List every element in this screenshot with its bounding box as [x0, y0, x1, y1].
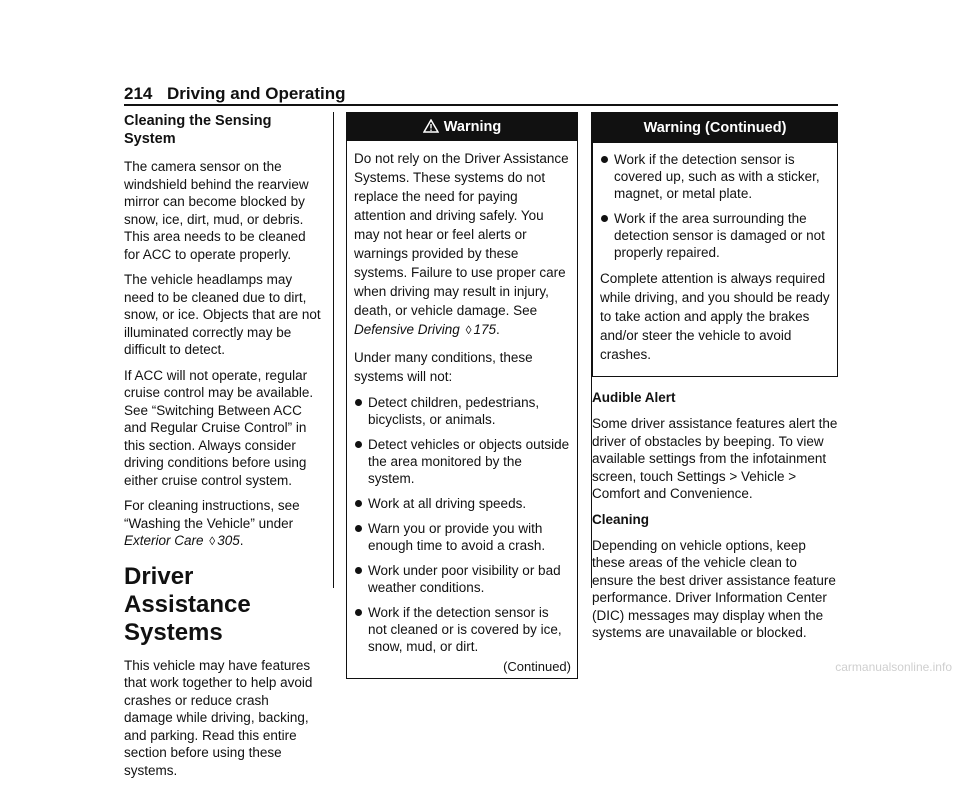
paragraph: The camera sensor on the windshield behind the rearview mirror can become blocked by snow, ice, dirt, mud, or debris. This area needs to be cleaned for ACC to operate properly. — [124, 159, 309, 262]
page-header — [124, 82, 838, 106]
column-middle — [346, 112, 578, 679]
list-item-text: Work if the detection sensor is not cleaned or is covered by ice, snow, mud, or dirt. — [368, 605, 562, 654]
list-item — [600, 151, 831, 202]
bullet-icon — [355, 500, 362, 507]
page-ref-175[interactable]: 175 — [473, 322, 497, 337]
list-item — [354, 604, 571, 655]
warning-list — [354, 394, 571, 655]
bullet-icon — [601, 156, 608, 163]
text: . — [239, 533, 244, 548]
paragraph: Depending on vehicle options, keep these areas of the vehicle clean to ensure the best driver assistance feature performance. Driver Information Center (DIC) messages may display when the systems are unavailable or blocked. — [592, 537, 836, 640]
paragraph: Complete attention is always required while driving, and you should be ready to take action and apply the brakes and/or steer the vehicle to avoid crashes. — [600, 271, 830, 362]
bullet-icon — [601, 215, 608, 222]
warning-header-continued: Warning (Continued) — [593, 113, 837, 143]
column-divider-left — [333, 112, 334, 588]
paragraph: The vehicle headlamps may need to be cleaned due to dirt, snow, or ice. Objects that are not illuminated correctly may be difficult to detect. — [124, 272, 321, 357]
paragraph: If ACC will not operate, regular cruise control may be available. See “Switching Between ACC and Regular Cruise Control” in this section. Always consider driving conditions before using either cruise control system. — [124, 367, 314, 488]
section-title: Driver Assistance Systems — [124, 562, 251, 646]
list-item-text: Work under poor visibility or bad weather conditions. — [368, 563, 561, 595]
subheading-cleaning: Cleaning — [592, 511, 650, 527]
chapter-title: Driving and Operating — [167, 84, 346, 103]
bullet-icon — [355, 441, 362, 448]
list-item-text: Work if the detection sensor is covered up, such as with a sticker, magnet, or metal plate. — [614, 152, 820, 201]
list-item — [354, 562, 571, 596]
list-item — [354, 394, 571, 428]
list-item-text: Work if the area surrounding the detection sensor is damaged or not properly repaired. — [614, 211, 825, 260]
paragraph: Under many conditions, these systems will not: — [354, 350, 533, 384]
bullet-icon — [355, 609, 362, 616]
page-number: 214 — [124, 84, 153, 103]
column-right — [592, 112, 838, 650]
page-ref-icon: ◊ — [209, 534, 216, 548]
link-defensive-driving[interactable]: Defensive Driving — [354, 322, 460, 337]
text: Do not rely on the Driver Assistance Systems. These systems do not replace the need for paying attention and driving safely. You may not hear or feel alerts or warnings provided by these systems. Failure to use proper care when driving may result in injury, death, or vehicle damage. See — [354, 151, 569, 318]
page-ref-icon: ◊ — [465, 323, 472, 337]
subheading-cleaning-sensing: Cleaning the Sensing System — [124, 113, 272, 147]
list-item-text: Work at all driving speeds. — [368, 496, 527, 511]
warning-body — [593, 143, 837, 376]
paragraph — [124, 497, 321, 551]
list-item-text: Detect vehicles or objects outside the area monitored by the system. — [368, 437, 570, 486]
page-ref-305[interactable]: 305 — [217, 533, 240, 548]
continued-note: (Continued) — [503, 659, 571, 674]
bullet-icon — [355, 525, 362, 532]
text: For cleaning instructions, see “Washing the Vehicle” under — [124, 498, 300, 531]
watermark: carmanualsonline.info — [835, 660, 952, 674]
list-item-text: Warn you or provide you with enough time to avoid a crash. — [368, 521, 546, 553]
warning-box-continued — [592, 112, 838, 377]
link-exterior-care[interactable]: Exterior Care — [124, 533, 204, 548]
paragraph: Some driver assistance features alert the driver of obstacles by beeping. To view available settings from the infotainment screen, touch Settings > Vehicle > Comfort and Convenience. — [592, 416, 838, 501]
column-left — [124, 112, 321, 787]
warning-header — [347, 113, 577, 141]
bullet-icon — [355, 399, 362, 406]
list-item — [600, 210, 831, 261]
warning-list — [600, 151, 831, 261]
list-item-text: Detect children, pedestrians, bicyclists, or animals. — [368, 395, 540, 427]
text: . — [496, 322, 500, 337]
list-item — [354, 520, 571, 554]
subheading-audible-alert: Audible Alert — [592, 390, 676, 405]
list-item — [354, 436, 571, 487]
bullet-icon — [355, 567, 362, 574]
list-item — [354, 495, 571, 512]
warning-body — [347, 141, 577, 678]
warning-box — [346, 112, 578, 679]
warning-triangle-icon — [423, 119, 439, 133]
paragraph — [354, 149, 571, 340]
warning-title: Warning — [443, 119, 502, 135]
paragraph: This vehicle may have features that work together to help avoid crashes or reduce crash damage while driving, backing, and parking. Read this entire section before using these systems. — [124, 657, 313, 778]
